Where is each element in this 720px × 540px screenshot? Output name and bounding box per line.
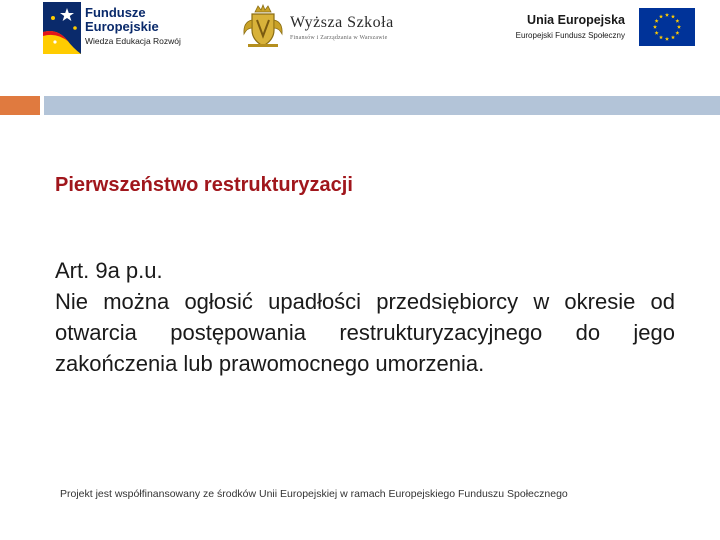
school-subtitle: Finansów i Zarządzania w Warszawie bbox=[290, 35, 388, 41]
fundusze-europejskie-mark-icon bbox=[43, 2, 81, 54]
slide-title: Pierwszeństwo restrukturyzacji bbox=[55, 174, 353, 196]
fundusze-line2: Europejskie bbox=[85, 19, 159, 34]
article-reference: Art. 9a p.u. bbox=[55, 258, 163, 283]
fundusze-line1: Fundusze bbox=[85, 5, 146, 20]
slide-body bbox=[55, 255, 675, 379]
fundusze-line3: Wiedza Edukacja Rozwój bbox=[85, 36, 181, 46]
wyzsza-szkola-logo bbox=[240, 4, 440, 48]
logo-bar bbox=[0, 0, 720, 92]
eu-subtitle: Europejski Fundusz Społeczny bbox=[515, 31, 625, 40]
school-name: Wyższa Szkoła bbox=[290, 14, 394, 31]
school-crest-icon bbox=[240, 4, 286, 48]
fundusze-europejskie-text bbox=[85, 6, 181, 47]
accent-bar-blue bbox=[44, 96, 720, 115]
eu-flag-icon bbox=[639, 8, 695, 46]
eu-title: Unia Europejska bbox=[527, 13, 625, 27]
accent-bar-orange bbox=[0, 96, 40, 115]
fundusze-europejskie-logo bbox=[43, 2, 193, 54]
footer-note: Projekt jest współfinansowany ze środków Unii Europejskiej w ramach Europejskiego Funduszu Społecznego bbox=[60, 488, 568, 500]
body-paragraph: Nie można ogłosić upadłości przedsiębiorcy w okresie od otwarcia postępowania restrukturyzacyjnego do jego zakończenia lub prawomocnego umorzenia. bbox=[55, 289, 675, 376]
eu-logo bbox=[500, 6, 695, 50]
